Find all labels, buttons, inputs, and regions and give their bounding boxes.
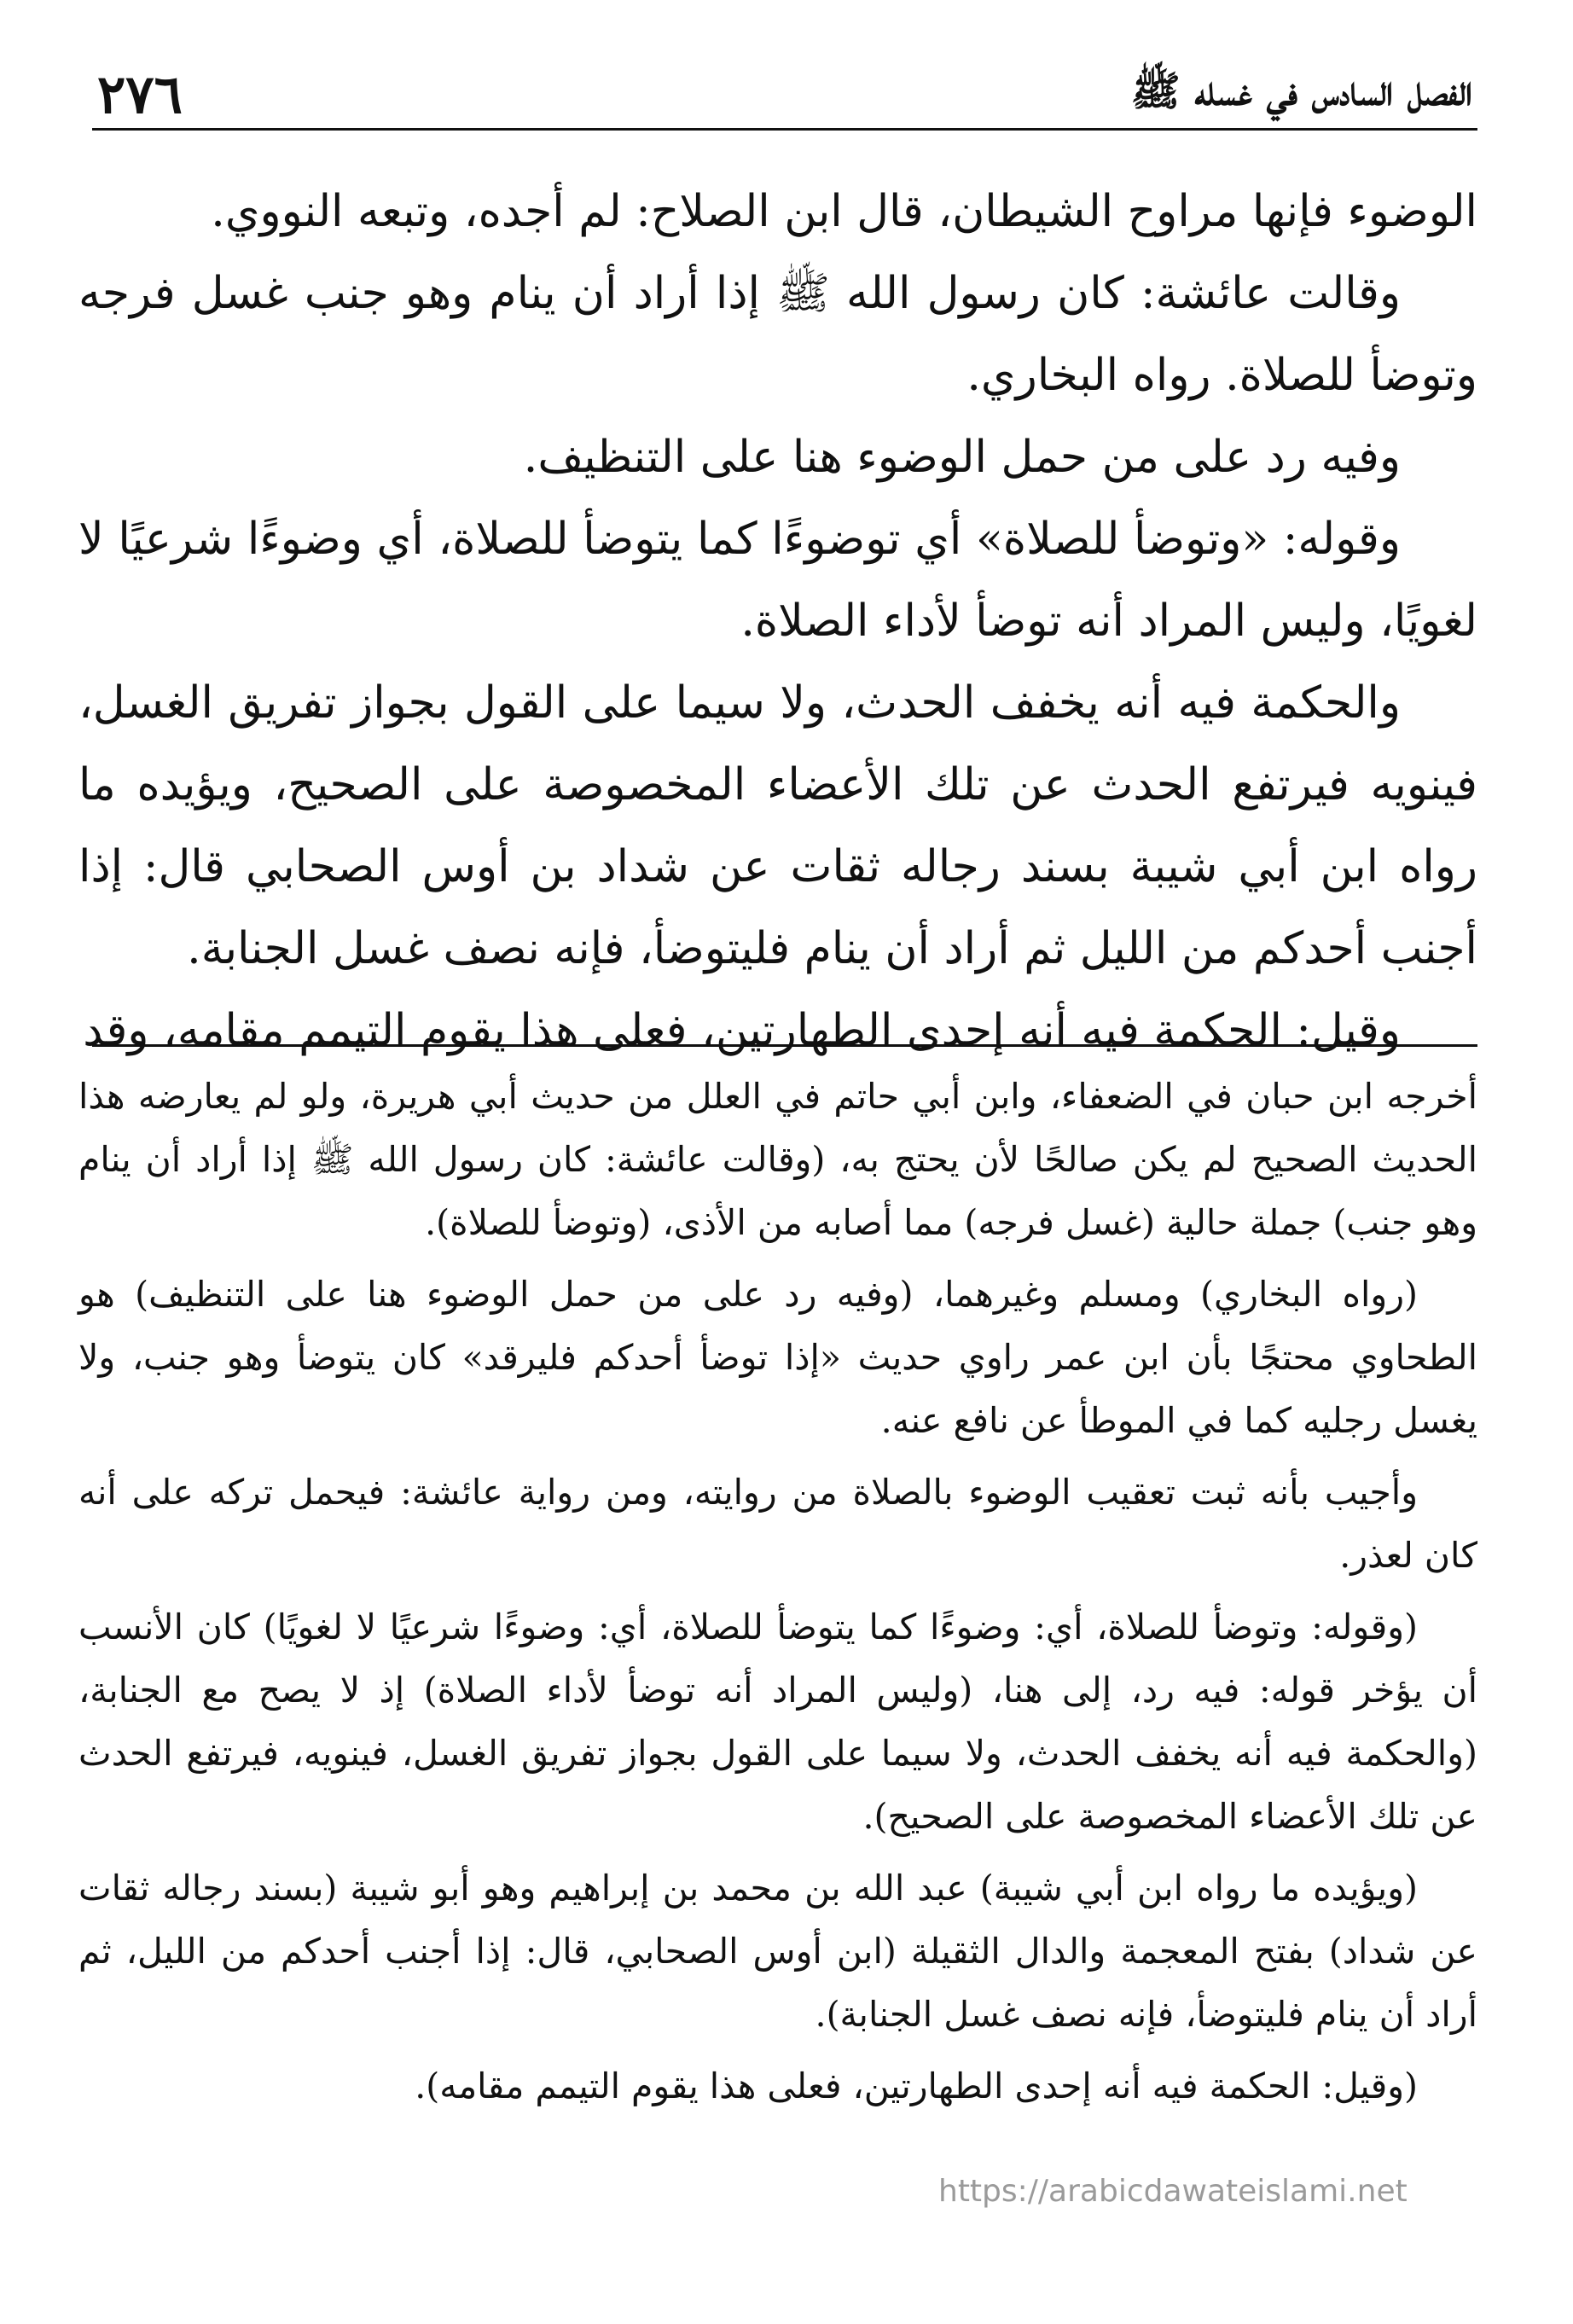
footnote-separator — [92, 1044, 1477, 1047]
commentary-block — [78, 1065, 1477, 2126]
commentary-paragraph: (وقوله: وتوضأ للصلاة، أي: وضوءًا كما يتوضأ للصلاة، أي: وضوءًا شرعيًا لا لغويًا) كان الأنسب أن يؤخر قوله: فيه رد، إلى هنا، (وليس المراد أنه توضأ لأداء الصلاة) إذ لا يصح مع الجنابة، (والحكمة فيه أنه يخفف الحدث، ولا سيما على القول بجواز تفريق الغسل، فينويه، فيرتفع الحدث عن تلك الأعضاء المخصوصة على الصحيح). — [78, 1606, 1477, 1837]
commentary-paragraph: وأجيب بأنه ثبت تعقيب الوضوء بالصلاة من روايته، ومن رواية عائشة: فيحمل تركه على أنه كان لعذر. — [78, 1472, 1477, 1576]
commentary-paragraph: (رواه البخاري) ومسلم وغيرهما، (وفيه رد على من حمل الوضوء هنا على التنظيف) هو الطحاوي محتجًا بأن ابن عمر راوي حديث «إذا توضأ أحدكم فليرقد» كان يتوضأ وهو جنب، ولا يغسل رجليه كما في الموطأ عن نافع عنه. — [78, 1274, 1477, 1441]
main-paragraph: والحكمة فيه أنه يخفف الحدث، ولا سيما على القول بجواز تفريق الغسل، فينويه فيرتفع الحدث عن تلك الأعضاء المخصوصة على الصحيح، ويؤيده ما رواه ابن أبي شيبة بسند رجاله ثقات عن شداد بن أوس الصحابي قال: إذا أجنب أحدكم من الليل ثم أراد أن ينام فليتوضأ، فإنه نصف غسل الجنابة. — [78, 677, 1477, 974]
main-text-block — [78, 171, 1477, 1072]
commentary-paragraph: (ويؤيده ما رواه ابن أبي شيبة) عبد الله بن محمد بن إبراهيم وهو أبو شيبة (بسند رجاله ثقات عن شداد) بفتح المعجمة والدال الثقيلة (ابن أوس الصحابي، قال: إذا أجنب أحدكم من الليل، ثم أراد أن ينام فليتوضأ، فإنه نصف غسل الجنابة). — [78, 1868, 1477, 2035]
commentary-paragraph: (وقيل: الحكمة فيه أنه إحدى الطهارتين، فعلى هذا يقوم التيمم مقامه). — [415, 2065, 1418, 2106]
running-title: الفصل السادس في غسله ﷺ — [1130, 67, 1472, 115]
main-paragraph: وقالت عائشة: كان رسول الله ﷺ إذا أراد أن ينام وهو جنب غسل فرجه وتوضأ للصلاة. رواه البخاري. — [78, 268, 1477, 401]
page-number: ٢٧٦ — [97, 63, 183, 125]
main-paragraph: وفيه رد على من حمل الوضوء هنا على التنظيف. — [523, 432, 1401, 483]
main-paragraph: وقيل: الحكمة فيه أنه إحدى الطهارتين، فعلى هذا يقوم التيمم مقامه، وقد — [83, 1005, 1401, 1056]
main-paragraph: وقوله: «وتوضأ للصلاة» أي توضوءًا كما يتوضأ للصلاة، أي وضوءًا شرعيًا لا لغويًا، وليس المراد أنه توضأ لأداء الصلاة. — [78, 514, 1477, 647]
commentary-paragraph: أخرجه ابن حبان في الضعفاء، وابن أبي حاتم في العلل من حديث أبي هريرة، ولو لم يعارضه هذا الحديث الصحيح لم يكن صالحًا لأن يحتج به، (وقالت عائشة: كان رسول الله ﷺ إذا أراد أن ينام وهو جنب) جملة حالية (غسل فرجه) مما أصابه من الأذى، (وتوضأ للصلاة). — [78, 1076, 1477, 1243]
watermark-url: https://arabicdawateislami.net — [938, 2174, 1408, 2209]
main-paragraph: الوضوء فإنها مراوح الشيطان، قال ابن الصلاح: لم أجده، وتبعه النووي. — [211, 186, 1477, 237]
page-header — [92, 60, 1477, 131]
